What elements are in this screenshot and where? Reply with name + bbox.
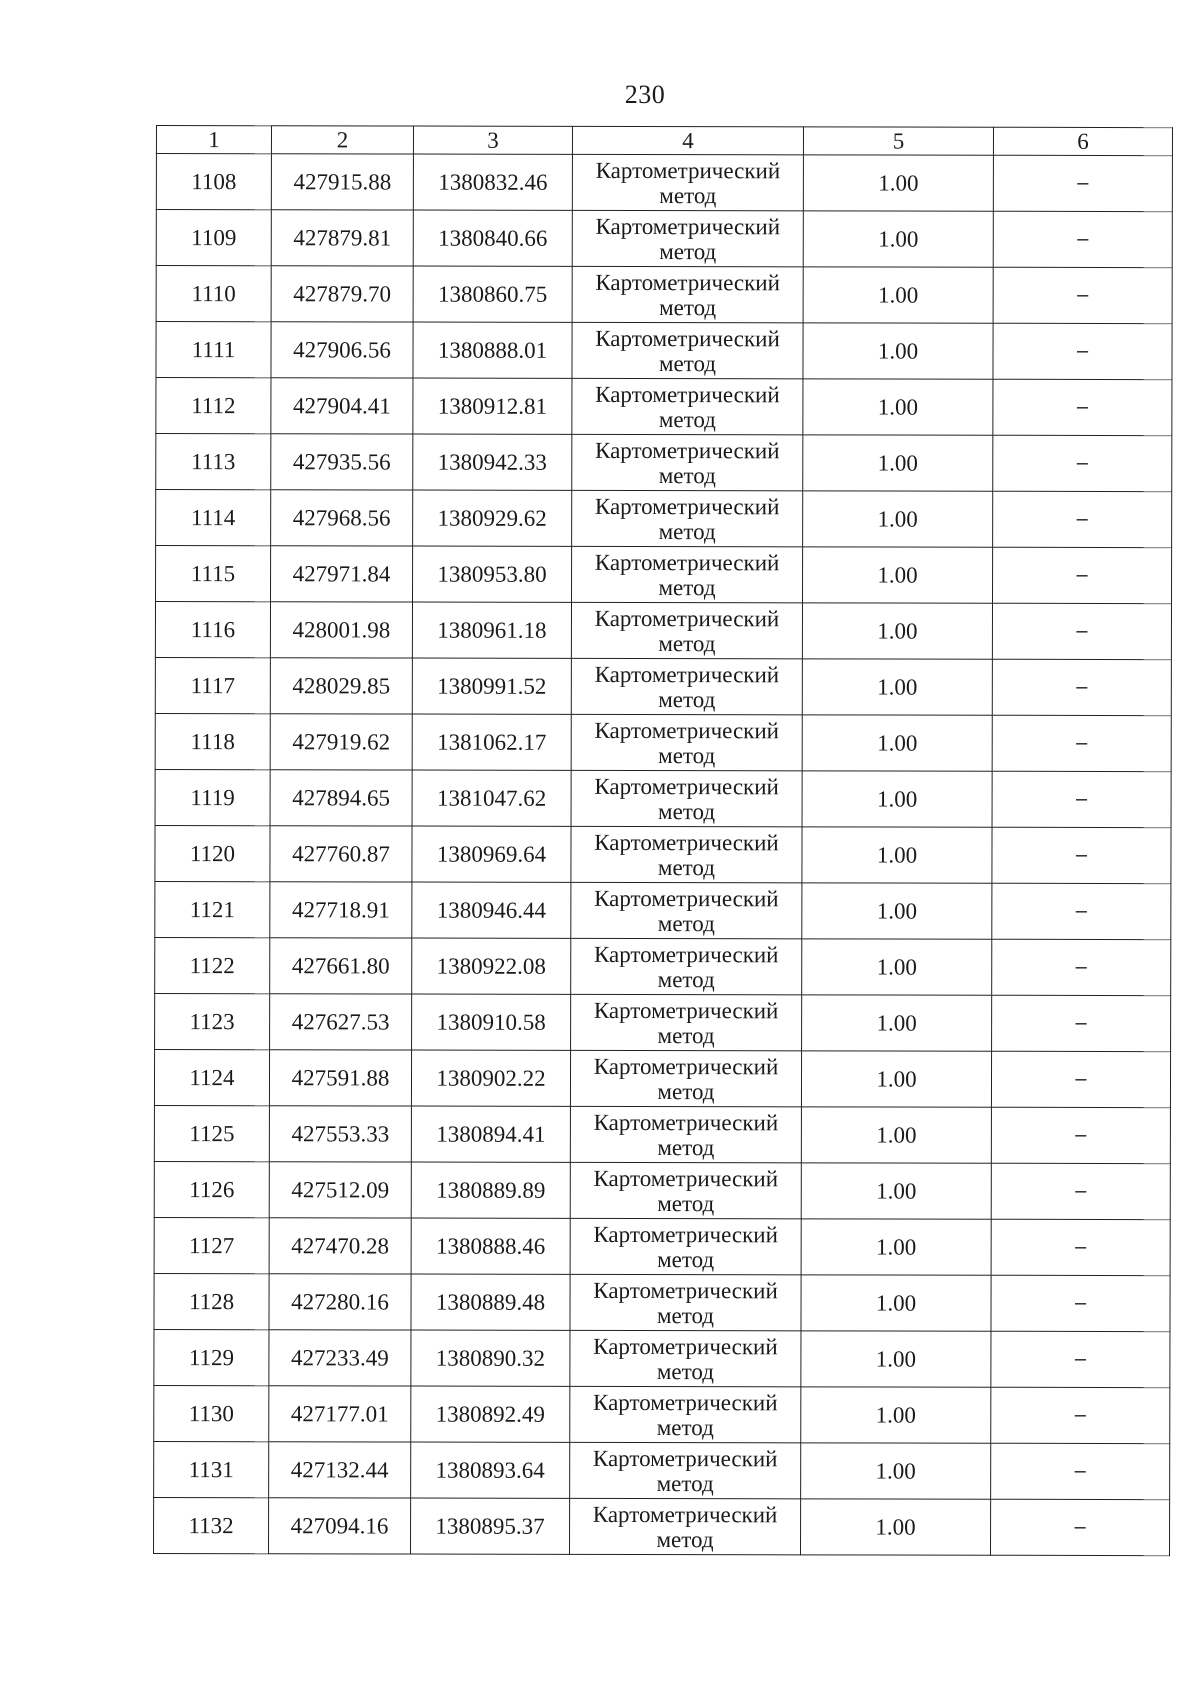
accuracy-cell: 1.00 (803, 155, 993, 211)
accuracy-cell: 1.00 (801, 1443, 991, 1499)
method-cell (572, 322, 803, 378)
x-coordinate-cell: 427906.56 (271, 322, 413, 378)
note-cell: – (992, 995, 1171, 1051)
method-line-2: метод (657, 1134, 715, 1160)
x-coordinate-cell: 427132.44 (269, 1442, 411, 1498)
note-cell: – (993, 547, 1172, 603)
accuracy-cell: 1.00 (801, 1499, 991, 1555)
table-row (155, 937, 1171, 995)
y-coordinate-cell: 1380946.44 (412, 882, 571, 938)
method-cell (571, 658, 802, 714)
note-cell: – (993, 211, 1172, 267)
method-cell (571, 938, 802, 994)
x-coordinate-cell: 427591.88 (269, 1050, 411, 1106)
y-coordinate-cell: 1380888.01 (413, 322, 572, 378)
point-number-cell: 1122 (155, 937, 270, 993)
accuracy-cell: 1.00 (802, 883, 992, 939)
table-row (156, 210, 1172, 268)
y-coordinate-cell: 1380889.48 (411, 1274, 570, 1330)
x-coordinate-cell: 427879.81 (271, 210, 413, 266)
point-number-cell: 1128 (154, 1273, 269, 1329)
x-coordinate-cell: 427904.41 (271, 378, 413, 434)
method-line-1: Картометрический (595, 213, 781, 239)
note-cell: – (992, 939, 1171, 995)
point-number-cell: 1113 (156, 434, 271, 490)
table-row (154, 1161, 1170, 1219)
method-line-1: Картометрический (594, 549, 780, 575)
method-cell (571, 882, 802, 938)
table-row (155, 993, 1171, 1051)
point-number-cell: 1109 (156, 210, 271, 266)
method-line-1: Картометрический (595, 325, 780, 351)
method-line-1: Картометрический (593, 1165, 779, 1191)
method-line-2: метод (659, 238, 717, 264)
point-number-cell: 1126 (154, 1161, 269, 1217)
y-coordinate-cell: 1380969.64 (412, 826, 571, 882)
method-cell (571, 826, 802, 882)
x-coordinate-cell: 427971.84 (271, 546, 413, 602)
note-cell: – (992, 827, 1171, 883)
table-row (154, 1329, 1170, 1387)
note-cell: – (992, 715, 1171, 771)
x-coordinate-cell: 427760.87 (270, 826, 412, 882)
point-number-cell: 1131 (154, 1441, 269, 1497)
method-line-1: Картометрический (595, 381, 780, 407)
table-row (154, 1441, 1170, 1499)
method-line-2: метод (657, 966, 715, 992)
table-row (155, 713, 1171, 771)
page-number: 230 (624, 80, 666, 109)
note-cell: – (991, 1219, 1170, 1275)
note-cell: – (991, 1051, 1170, 1107)
method-cell (572, 266, 803, 322)
x-coordinate-cell: 427094.16 (269, 1498, 411, 1554)
accuracy-cell: 1.00 (802, 995, 992, 1051)
point-number-cell: 1117 (155, 657, 270, 713)
x-coordinate-cell: 428001.98 (270, 602, 412, 658)
point-number-cell: 1112 (156, 378, 271, 434)
method-cell (570, 1050, 801, 1106)
point-number-cell: 1132 (154, 1497, 269, 1553)
method-line-2: метод (656, 1526, 714, 1552)
table-row (155, 657, 1171, 715)
table-row (156, 266, 1172, 324)
accuracy-cell: 1.00 (801, 1219, 991, 1275)
y-coordinate-cell: 1380902.22 (411, 1050, 570, 1106)
y-coordinate-cell: 1380922.08 (412, 938, 571, 994)
method-cell (572, 154, 803, 210)
y-coordinate-cell: 1380961.18 (412, 602, 571, 658)
y-coordinate-cell: 1380929.62 (413, 490, 572, 546)
point-number-cell: 1110 (156, 266, 271, 322)
method-cell (571, 770, 802, 826)
point-number-cell: 1129 (154, 1329, 269, 1385)
method-line-1: Картометрический (593, 1053, 779, 1079)
method-line-2: метод (657, 854, 716, 880)
accuracy-cell: 1.00 (801, 1387, 991, 1443)
y-coordinate-cell: 1380892.49 (411, 1386, 570, 1442)
method-line-2: метод (656, 1302, 715, 1328)
y-coordinate-cell: 1380953.80 (413, 546, 572, 602)
x-coordinate-cell: 427915.88 (271, 154, 413, 210)
note-cell: – (991, 1107, 1170, 1163)
method-line-1: Картометрический (595, 157, 781, 183)
method-line-1: Картометрический (594, 717, 780, 743)
accuracy-cell: 1.00 (801, 1107, 991, 1163)
note-cell: – (992, 883, 1171, 939)
x-coordinate-cell: 427177.01 (269, 1386, 411, 1442)
accuracy-cell: 1.00 (802, 771, 992, 827)
note-cell: – (991, 1331, 1170, 1387)
point-number-cell: 1108 (156, 154, 271, 210)
note-cell: – (991, 1163, 1170, 1219)
point-number-cell: 1111 (156, 322, 271, 378)
method-cell (570, 1442, 801, 1498)
point-number-cell: 1116 (155, 602, 270, 658)
method-line-2: метод (658, 686, 716, 712)
table-row (154, 1049, 1170, 1107)
accuracy-cell: 1.00 (803, 547, 993, 603)
accuracy-cell: 1.00 (803, 379, 993, 435)
table-row (155, 825, 1171, 883)
x-coordinate-cell: 427879.70 (271, 266, 413, 322)
method-line-2: метод (657, 1246, 715, 1272)
point-number-cell: 1114 (156, 490, 271, 546)
y-coordinate-cell: 1380888.46 (411, 1218, 570, 1274)
method-line-1: Картометрический (592, 1501, 778, 1527)
y-coordinate-cell: 1381062.17 (412, 714, 571, 770)
y-coordinate-cell: 1381047.62 (412, 770, 571, 826)
x-coordinate-cell: 427919.62 (270, 714, 412, 770)
table-row (154, 1273, 1170, 1331)
note-cell: – (992, 659, 1171, 715)
method-line-2: метод (658, 798, 716, 824)
method-cell (570, 1330, 801, 1386)
method-line-2: метод (658, 742, 716, 768)
note-cell: – (991, 1499, 1170, 1555)
point-number-cell: 1119 (155, 769, 270, 825)
point-number-cell: 1115 (156, 546, 271, 602)
method-line-2: метод (658, 574, 716, 600)
method-cell (570, 1106, 801, 1162)
accuracy-cell: 1.00 (802, 715, 992, 771)
table-row (155, 881, 1171, 939)
table-row (156, 434, 1172, 492)
table-row (156, 546, 1172, 604)
method-cell (570, 1386, 801, 1442)
method-line-2: метод (657, 1190, 715, 1216)
method-line-1: Картометрический (593, 1221, 778, 1247)
method-line-2: метод (659, 182, 717, 208)
y-coordinate-cell: 1380912.81 (413, 378, 572, 434)
method-line-2: метод (658, 518, 716, 544)
method-cell (570, 1162, 801, 1218)
accuracy-cell: 1.00 (802, 659, 992, 715)
accuracy-cell: 1.00 (803, 267, 993, 323)
x-coordinate-cell: 427661.80 (270, 938, 412, 994)
note-cell: – (993, 435, 1172, 491)
table-row (154, 1385, 1170, 1443)
accuracy-cell: 1.00 (802, 827, 992, 883)
method-line-1: Картометрический (594, 773, 779, 799)
y-coordinate-cell: 1380910.58 (412, 994, 571, 1050)
method-line-2: метод (656, 1358, 714, 1384)
method-line-1: Картометрический (593, 1333, 778, 1359)
y-coordinate-cell: 1380991.52 (412, 658, 571, 714)
y-coordinate-cell: 1380895.37 (411, 1498, 570, 1554)
method-line-2: метод (659, 294, 717, 320)
header-row (156, 126, 1172, 156)
table-row (156, 154, 1172, 212)
method-line-2: метод (656, 1470, 714, 1496)
method-line-1: Картометрический (593, 997, 779, 1023)
method-cell (570, 1218, 801, 1274)
table-row (154, 1105, 1170, 1163)
note-cell: – (993, 267, 1172, 323)
method-cell (571, 714, 802, 770)
x-coordinate-cell: 427280.16 (269, 1274, 411, 1330)
method-line-2: метод (656, 1414, 714, 1440)
note-cell: – (991, 1387, 1170, 1443)
y-coordinate-cell: 1380890.32 (411, 1330, 570, 1386)
point-number-cell: 1121 (155, 881, 270, 937)
column-header-2: 2 (271, 126, 413, 154)
x-coordinate-cell: 427627.53 (270, 994, 412, 1050)
method-cell (570, 1498, 801, 1554)
x-coordinate-cell: 427894.65 (270, 770, 412, 826)
note-cell: – (993, 323, 1172, 379)
table-body (154, 154, 1173, 1556)
x-coordinate-cell: 428029.85 (270, 658, 412, 714)
method-cell (570, 1274, 801, 1330)
method-cell (572, 490, 803, 546)
table-row (156, 378, 1172, 436)
accuracy-cell: 1.00 (801, 1051, 991, 1107)
method-line-2: метод (658, 350, 717, 376)
accuracy-cell: 1.00 (803, 211, 993, 267)
column-header-4: 4 (572, 126, 803, 154)
y-coordinate-cell: 1380832.46 (413, 154, 572, 210)
method-line-1: Картометрический (595, 437, 780, 463)
x-coordinate-cell: 427470.28 (269, 1218, 411, 1274)
method-line-2: метод (657, 910, 715, 936)
accuracy-cell: 1.00 (801, 1331, 991, 1387)
method-cell (572, 378, 803, 434)
y-coordinate-cell: 1380840.66 (413, 210, 572, 266)
method-line-1: Картометрический (594, 829, 779, 855)
x-coordinate-cell: 427718.91 (270, 882, 412, 938)
point-number-cell: 1118 (155, 713, 270, 769)
method-cell (572, 546, 803, 602)
method-line-1: Картометрический (593, 1389, 778, 1415)
method-line-2: метод (658, 462, 716, 488)
column-header-1: 1 (156, 126, 271, 154)
point-number-cell: 1125 (154, 1105, 269, 1161)
point-number-cell: 1124 (154, 1049, 269, 1105)
x-coordinate-cell: 427512.09 (269, 1162, 411, 1218)
accuracy-cell: 1.00 (802, 939, 992, 995)
note-cell: – (991, 1275, 1170, 1331)
note-cell: – (992, 603, 1171, 659)
column-header-6: 6 (993, 127, 1172, 155)
method-cell (571, 994, 802, 1050)
method-line-2: метод (657, 1078, 715, 1104)
accuracy-cell: 1.00 (803, 435, 993, 491)
accuracy-cell: 1.00 (803, 491, 993, 547)
method-line-1: Картометрический (594, 661, 780, 687)
accuracy-cell: 1.00 (802, 603, 992, 659)
accuracy-cell: 1.00 (803, 323, 993, 379)
method-line-1: Картометрический (593, 1109, 779, 1135)
y-coordinate-cell: 1380893.64 (411, 1442, 570, 1498)
x-coordinate-cell: 427935.56 (271, 434, 413, 490)
table-row (154, 1497, 1170, 1555)
x-coordinate-cell: 427553.33 (269, 1106, 411, 1162)
note-cell: – (992, 771, 1171, 827)
table-row (156, 490, 1172, 548)
point-number-cell: 1127 (154, 1217, 269, 1273)
column-header-5: 5 (803, 127, 993, 155)
y-coordinate-cell: 1380889.89 (411, 1162, 570, 1218)
x-coordinate-cell: 427233.49 (269, 1330, 411, 1386)
method-line-2: метод (658, 406, 716, 432)
table-row (155, 769, 1171, 827)
table-header (156, 126, 1172, 156)
method-line-1: Картометрический (594, 605, 780, 631)
x-coordinate-cell: 427968.56 (271, 490, 413, 546)
note-cell: – (993, 491, 1172, 547)
method-cell (572, 210, 803, 266)
point-number-cell: 1130 (154, 1385, 269, 1441)
y-coordinate-cell: 1380860.75 (413, 266, 572, 322)
point-number-cell: 1120 (155, 825, 270, 881)
note-cell: – (993, 379, 1172, 435)
method-line-1: Картометрический (593, 1277, 778, 1303)
method-cell (572, 434, 803, 490)
table-row (154, 1217, 1170, 1275)
method-line-1: Картометрический (594, 493, 780, 519)
note-cell: – (991, 1443, 1170, 1499)
note-cell: – (993, 155, 1172, 211)
method-line-2: метод (658, 630, 716, 656)
y-coordinate-cell: 1380942.33 (413, 434, 572, 490)
method-line-1: Картометрический (594, 885, 779, 911)
method-line-1: Картометрический (592, 1445, 778, 1471)
table-row (155, 602, 1171, 660)
method-line-1: Картометрический (593, 941, 779, 967)
table-row (156, 322, 1172, 380)
method-line-1: Картометрический (595, 269, 780, 295)
column-header-3: 3 (413, 126, 572, 154)
point-number-cell: 1123 (155, 993, 270, 1049)
method-cell (571, 602, 802, 658)
accuracy-cell: 1.00 (801, 1275, 991, 1331)
y-coordinate-cell: 1380894.41 (411, 1106, 570, 1162)
coordinates-table (153, 125, 1173, 1556)
accuracy-cell: 1.00 (801, 1163, 991, 1219)
method-line-2: метод (657, 1022, 715, 1048)
